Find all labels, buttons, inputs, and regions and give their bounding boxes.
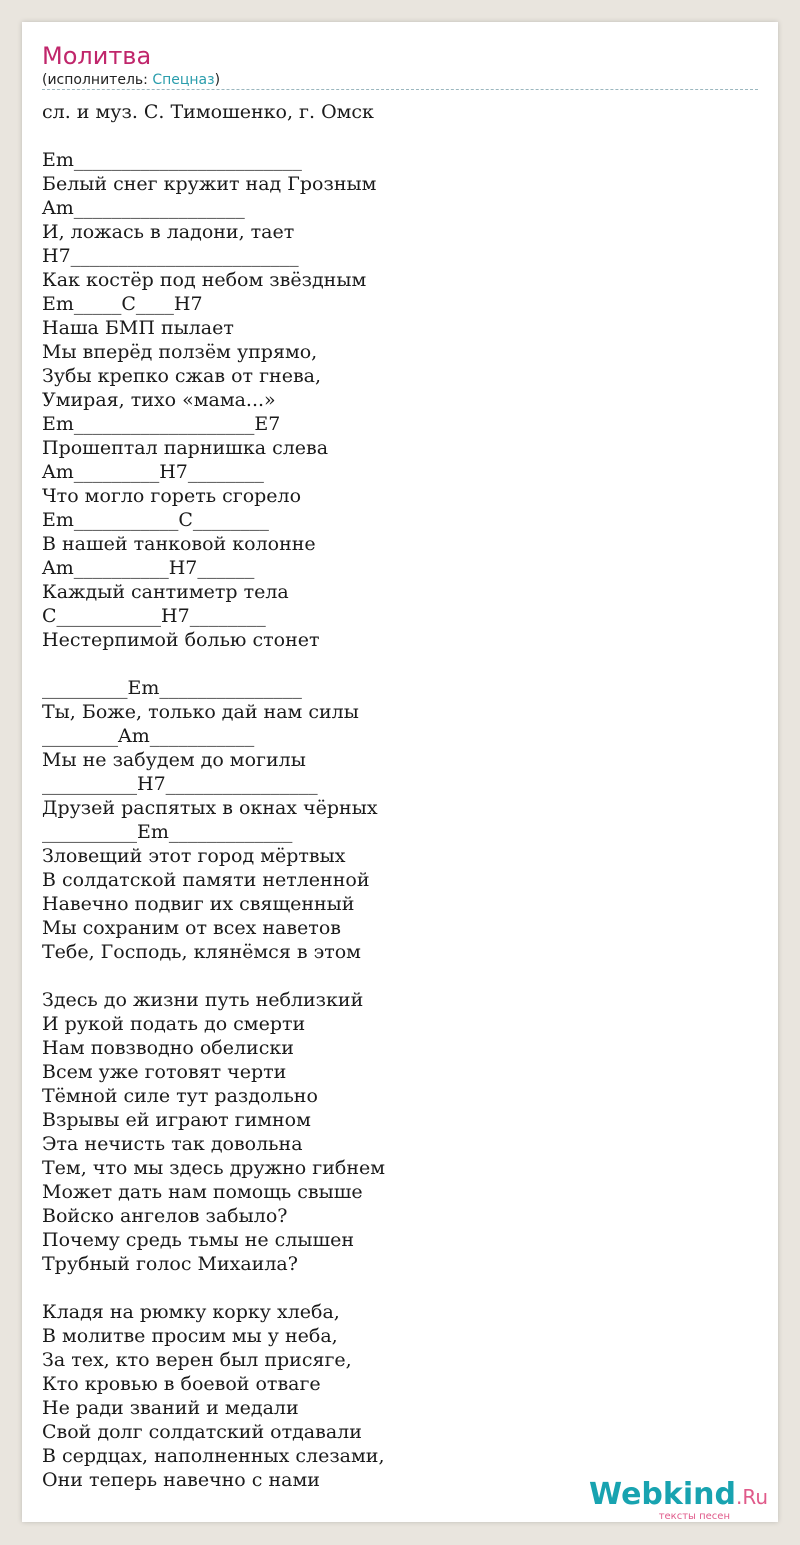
lyrics-line: Взрывы ей играют гимном <box>42 1109 311 1131</box>
lyrics-line: И, ложась в ладони, тает <box>42 221 295 243</box>
logo-text <box>568 1477 768 1512</box>
lyrics-line: Трубный голос Михаила? <box>42 1253 298 1275</box>
lyrics-line: _________Em_______________ <box>42 677 302 699</box>
lyrics-line: Am__________H7______ <box>42 557 255 579</box>
artist-link[interactable]: Спецназ <box>152 72 215 88</box>
lyrics-line: Войско ангелов забыло? <box>42 1205 288 1227</box>
lyrics-line: Нам повзводно обелиски <box>42 1037 294 1059</box>
lyrics-line: Кто кровью в боевой отваге <box>42 1373 321 1395</box>
lyrics-line: Белый снег кружит над Грозным <box>42 173 377 195</box>
lyrics-line: В нашей танковой колонне <box>42 533 316 555</box>
lyrics-line: Наша БМП пылает <box>42 317 234 339</box>
lyrics-line: Кладя на рюмку корку хлеба, <box>42 1301 340 1323</box>
lyrics-line: Почему средь тьмы не слышен <box>42 1229 355 1251</box>
logo-tagline: тексты песен <box>658 1511 730 1522</box>
lyrics-line: В сердцах, наполненных слезами, <box>42 1445 385 1467</box>
lyrics-line: __________Em_____________ <box>42 821 293 843</box>
lyrics-line: Тёмной силе тут раздольно <box>42 1085 318 1107</box>
lyrics-line: Здесь до жизни путь неблизкий <box>42 989 364 1011</box>
lyrics-line: __________H7________________ <box>42 773 318 795</box>
lyrics-line: Нестерпимой болью стонет <box>42 629 320 651</box>
performer-suffix: ) <box>214 72 221 88</box>
lyrics-line: ________Am___________ <box>42 725 255 747</box>
lyrics-line: Зловещий этот город мёртвых <box>42 845 346 867</box>
lyrics-line: Зубы крепко сжав от гнева, <box>42 365 322 387</box>
logo-main: Webkind <box>589 1477 736 1512</box>
lyrics-line: В солдатской памяти нетленной <box>42 869 370 891</box>
lyrics-line: сл. и муз. С. Тимошенко, г. Омск <box>42 101 374 123</box>
lyrics-line: Каждый сантиметр тела <box>42 581 289 603</box>
lyrics-blank-line <box>42 964 768 988</box>
webkind-logo[interactable] <box>568 1477 768 1522</box>
lyrics-line: Не ради званий и медали <box>42 1397 299 1419</box>
lyrics-line: Навечно подвиг их священный <box>42 893 355 915</box>
lyrics-body <box>42 100 768 1492</box>
lyrics-line: C___________H7________ <box>42 605 266 627</box>
lyrics-line: Мы вперёд ползём упрямо, <box>42 341 318 363</box>
lyrics-line: Умирая, тихо «мама...» <box>42 389 276 411</box>
lyrics-line: Всем уже готовят черти <box>42 1061 287 1083</box>
lyrics-line: Am_________H7________ <box>42 461 264 483</box>
lyrics-line: Тебе, Господь, клянёмся в этом <box>42 941 361 963</box>
header-divider <box>42 89 758 90</box>
performer-line <box>42 71 220 89</box>
lyrics-card <box>22 22 778 1522</box>
lyrics-line: Am__________________ <box>42 197 245 219</box>
song-title: Молитва <box>42 42 152 70</box>
lyrics-line: Тем, что мы здесь дружно гибнем <box>42 1157 386 1179</box>
lyrics-line: Они теперь навечно с нами <box>42 1469 320 1491</box>
lyrics-line: За тех, кто верен был присяге, <box>42 1349 352 1371</box>
lyrics-line: Может дать нам помощь свыше <box>42 1181 363 1203</box>
lyrics-line: Em___________C________ <box>42 509 269 531</box>
lyrics-line: Ты, Боже, только дай нам силы <box>42 701 359 723</box>
lyrics-line: Мы не забудем до могилы <box>42 749 306 771</box>
lyrics-line: Как костёр под небом звёздным <box>42 269 367 291</box>
lyrics-line: Друзей распятых в окнах чёрных <box>42 797 378 819</box>
lyrics-line: Em___________________E7 <box>42 413 281 435</box>
logo-suffix: .Ru <box>735 1485 768 1509</box>
lyrics-line: Эта нечисть так довольна <box>42 1133 303 1155</box>
lyrics-blank-line <box>42 1276 768 1300</box>
lyrics-line: Свой долг солдатский отдавали <box>42 1421 362 1443</box>
lyrics-line: В молитве просим мы у неба, <box>42 1325 338 1347</box>
lyrics-blank-line <box>42 652 768 676</box>
lyrics-line: Em________________________ <box>42 149 302 171</box>
lyrics-line: И рукой подать до смерти <box>42 1013 306 1035</box>
lyrics-line: H7________________________ <box>42 245 299 267</box>
lyrics-blank-line <box>42 124 768 148</box>
performer-prefix: (исполнитель: <box>42 72 153 88</box>
lyrics-line: Мы сохраним от всех наветов <box>42 917 341 939</box>
lyrics-line: Прошептал парнишка слева <box>42 437 329 459</box>
lyrics-line: Em_____C____H7 <box>42 293 203 315</box>
lyrics-line: Что могло гореть сгорело <box>42 485 302 507</box>
